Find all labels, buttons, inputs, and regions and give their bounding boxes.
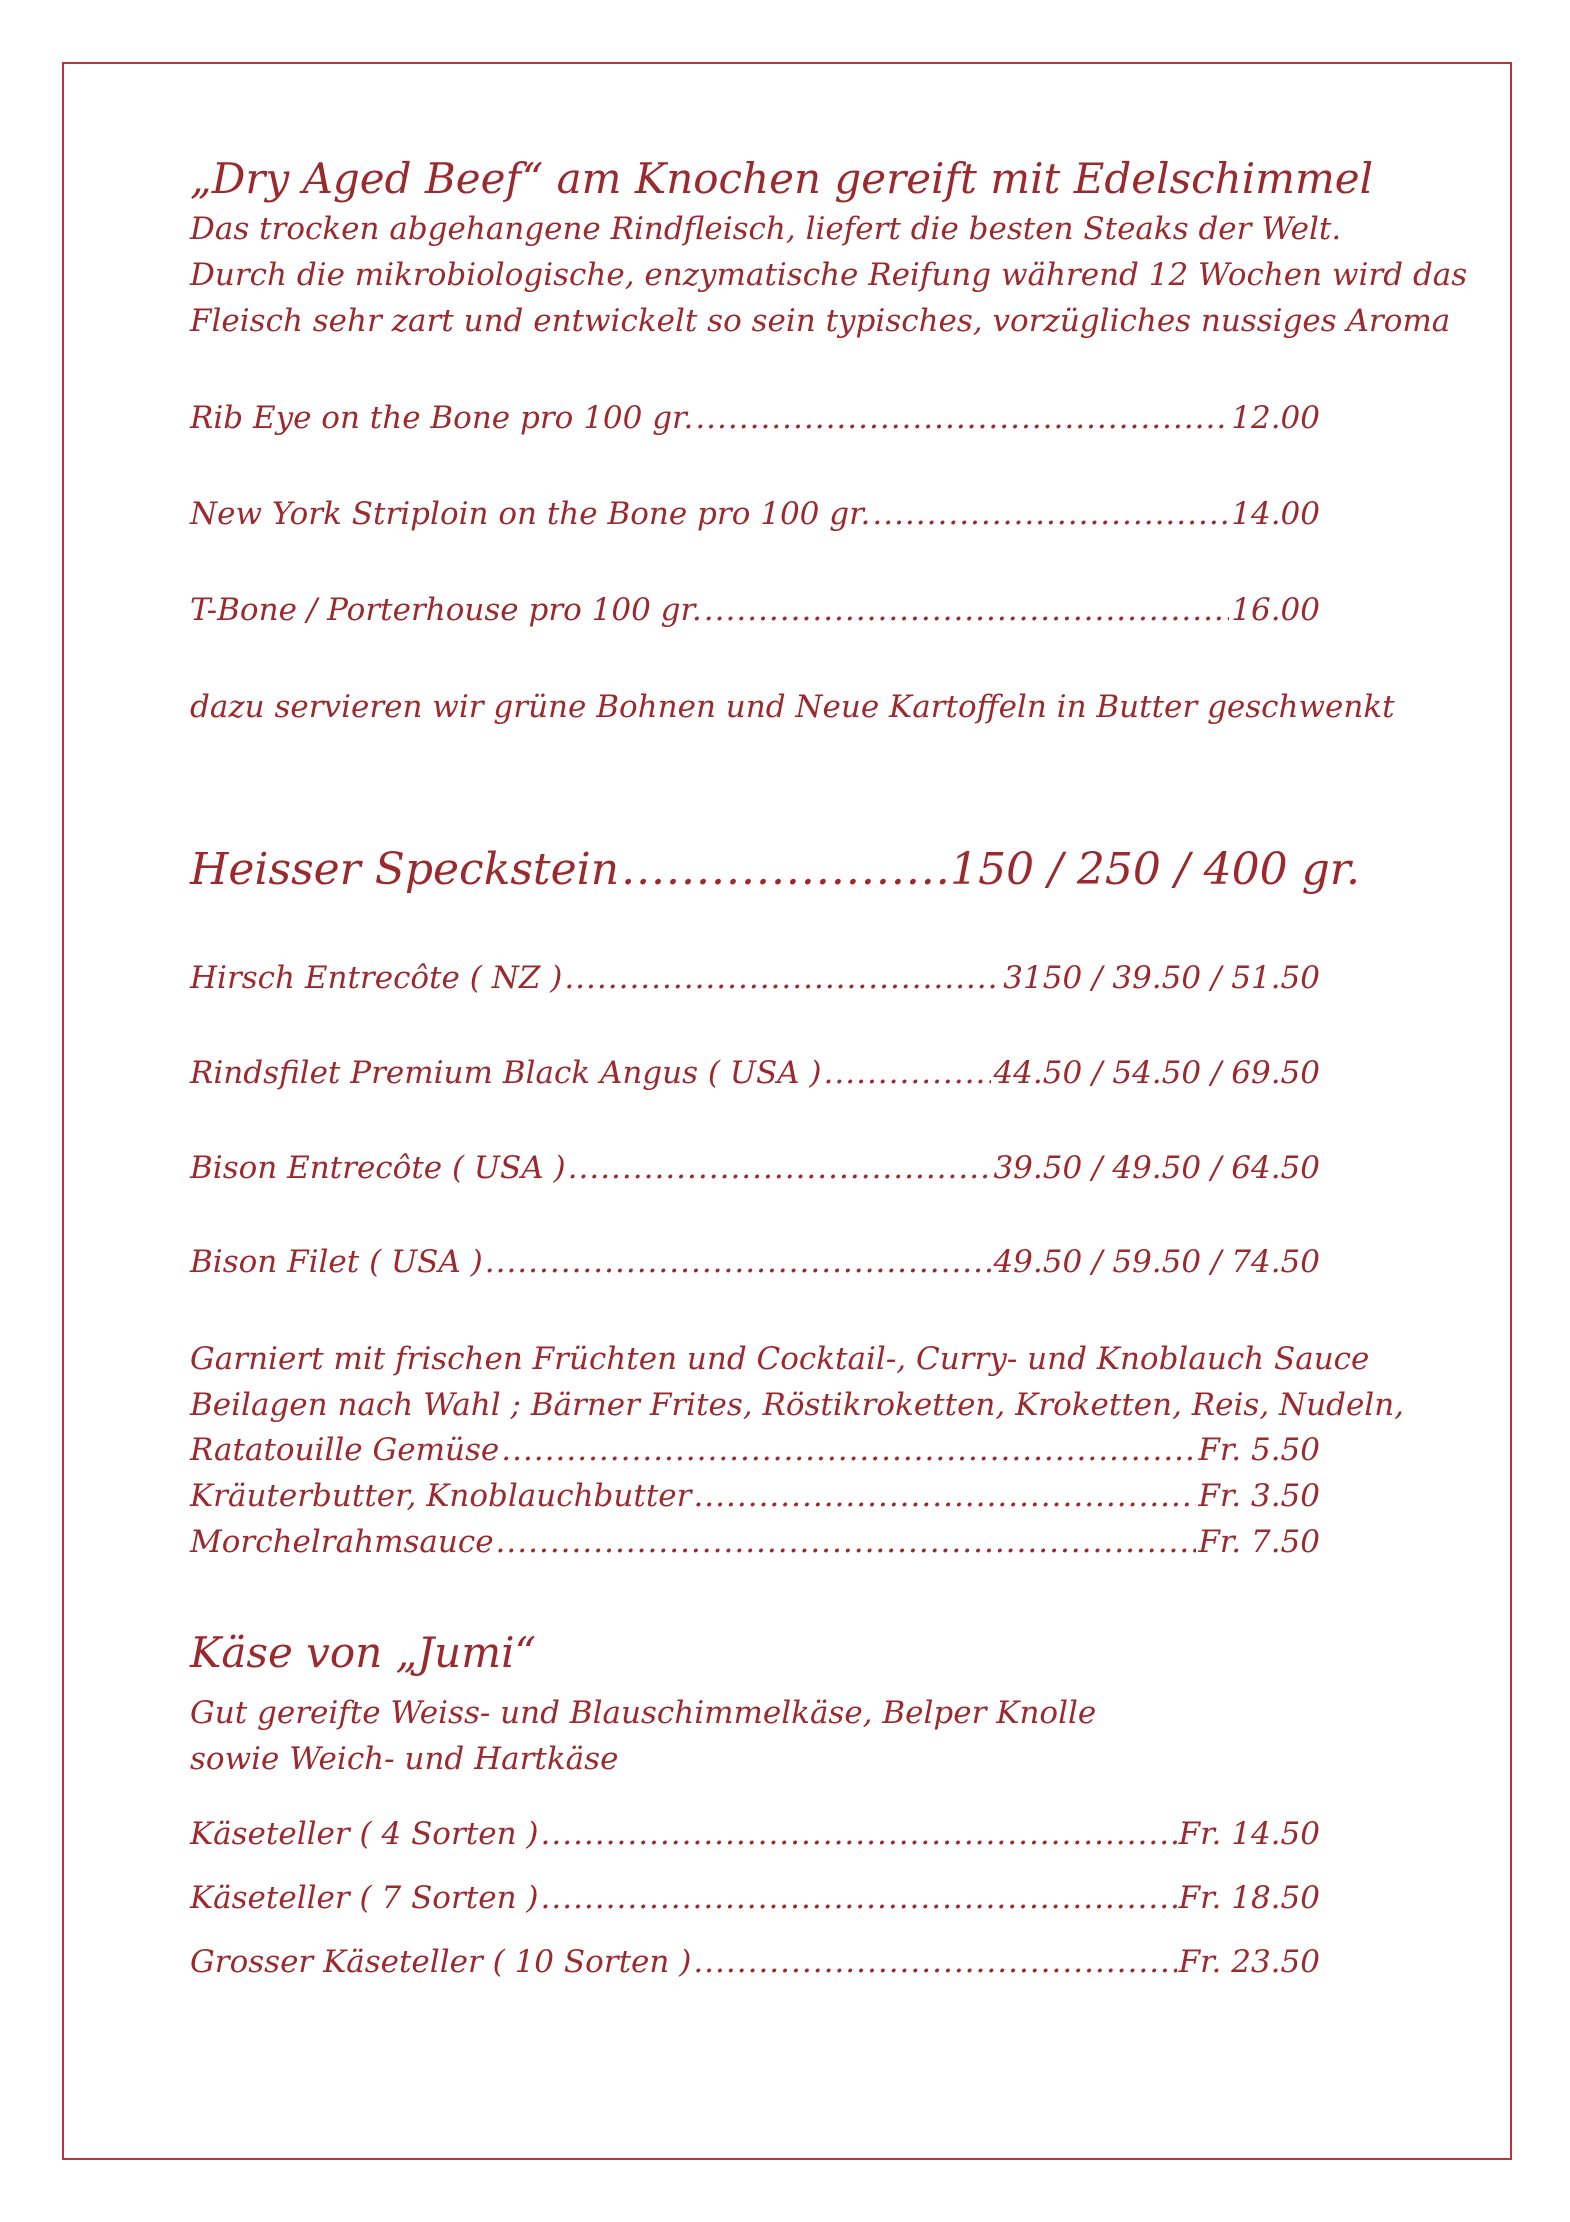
leader-dots	[485, 1244, 992, 1280]
item-price: 16.00	[1231, 592, 1320, 628]
menu-item	[190, 496, 1320, 532]
item-name: Bison Filet ( USA )	[190, 1244, 483, 1280]
leader-dots	[621, 844, 948, 895]
speckstein-sizes: 150 / 250 / 400 gr.	[950, 844, 1360, 895]
extra-item	[190, 1478, 1320, 1514]
leader-dots	[695, 400, 1229, 436]
garnish-text	[190, 1336, 1404, 1428]
item-name: Käseteller ( 7 Sorten )	[190, 1880, 539, 1916]
item-name: Grosser Käseteller ( 10 Sorten )	[190, 1944, 692, 1980]
item-price: Fr. 3.50	[1198, 1478, 1320, 1514]
leader-dots	[541, 1816, 1177, 1852]
speckstein-title	[190, 844, 1360, 895]
extra-item	[190, 1524, 1320, 1560]
item-price: Fr. 18.50	[1178, 1880, 1320, 1916]
item-price: Fr. 5.50	[1198, 1432, 1320, 1468]
description-line: Fleisch sehr zart und entwickelt so sein typisches, vorzügliches nussiges Aroma	[190, 303, 1451, 339]
description-line: Das trocken abgehangene Rindfleisch, liefert die besten Steaks der Welt.	[190, 211, 1342, 247]
item-name: Hirsch Entrecôte ( NZ )	[190, 960, 563, 996]
speckstein-heading: Heisser Speckstein	[190, 844, 620, 895]
item-name: Rindsfilet Premium Black Angus ( USA )	[190, 1055, 822, 1091]
description-line: Gut gereifte Weiss- und Blauschimmelkäse, Belper Knolle	[190, 1695, 1097, 1731]
leader-dots	[541, 1880, 1177, 1916]
dry-aged-description	[190, 206, 1467, 344]
item-name: New York Striploin on the Bone pro 100 gr.	[190, 496, 871, 532]
menu-item	[190, 1880, 1320, 1916]
menu-item	[190, 1244, 1320, 1280]
menu-item	[190, 1944, 1320, 1980]
menu-item	[190, 960, 1320, 996]
leader-dots	[564, 960, 1001, 996]
leader-dots	[872, 496, 1229, 532]
menu-item	[190, 1055, 1320, 1091]
garnish-line: Garniert mit frischen Früchten und Cocktail-, Curry- und Knoblauch Sauce	[190, 1341, 1370, 1377]
item-name: Ratatouille Gemüse	[190, 1432, 500, 1468]
menu-item	[190, 592, 1320, 628]
item-price: Fr. 23.50	[1178, 1944, 1320, 1980]
item-name: Rib Eye on the Bone pro 100 gr.	[190, 400, 694, 436]
item-name: T-Bone / Porterhouse pro 100 gr.	[190, 592, 702, 628]
item-name: Bison Entrecôte ( USA )	[190, 1150, 566, 1186]
item-price: 3150 / 39.50 / 51.50	[1003, 960, 1320, 996]
item-price: Fr. 7.50	[1198, 1524, 1320, 1560]
leader-dots	[496, 1524, 1197, 1560]
item-price: 44.50 / 54.50 / 69.50	[993, 1055, 1320, 1091]
menu-item	[190, 1816, 1320, 1852]
leader-dots	[693, 1944, 1176, 1980]
item-price: 12.00	[1231, 400, 1320, 436]
dry-aged-title: „Dry Aged Beef“ am Knochen gereift mit Edelschimmel	[190, 154, 1374, 203]
item-price: 39.50 / 49.50 / 64.50	[993, 1150, 1320, 1186]
item-price: Fr. 14.50	[1178, 1816, 1320, 1852]
description-line: sowie Weich- und Hartkäse	[190, 1741, 619, 1777]
item-price: 49.50 / 59.50 / 74.50	[993, 1244, 1320, 1280]
item-name: Morchelrahmsauce	[190, 1524, 494, 1560]
item-price: 14.00	[1231, 496, 1320, 532]
item-name: Käseteller ( 4 Sorten )	[190, 1816, 539, 1852]
extra-item	[190, 1432, 1320, 1468]
leader-dots	[693, 1478, 1196, 1514]
menu-item	[190, 1150, 1320, 1186]
dry-aged-note: dazu servieren wir grüne Bohnen und Neue Kartoffeln in Butter geschwenkt	[190, 689, 1395, 725]
description-line: Durch die mikrobiologische, enzymatische Reifung während 12 Wochen wird das	[190, 257, 1468, 293]
leader-dots	[704, 592, 1229, 628]
item-name: Kräuterbutter, Knoblauchbutter	[190, 1478, 692, 1514]
menu-item	[190, 400, 1320, 436]
kaese-description	[190, 1690, 1096, 1782]
garnish-line: Beilagen nach Wahl ; Bärner Frites, Röstikroketten, Kroketten, Reis, Nudeln,	[190, 1387, 1405, 1423]
leader-dots	[568, 1150, 992, 1186]
kaese-title: Käse von „Jumi“	[190, 1628, 536, 1677]
leader-dots	[824, 1055, 992, 1091]
leader-dots	[501, 1432, 1196, 1468]
